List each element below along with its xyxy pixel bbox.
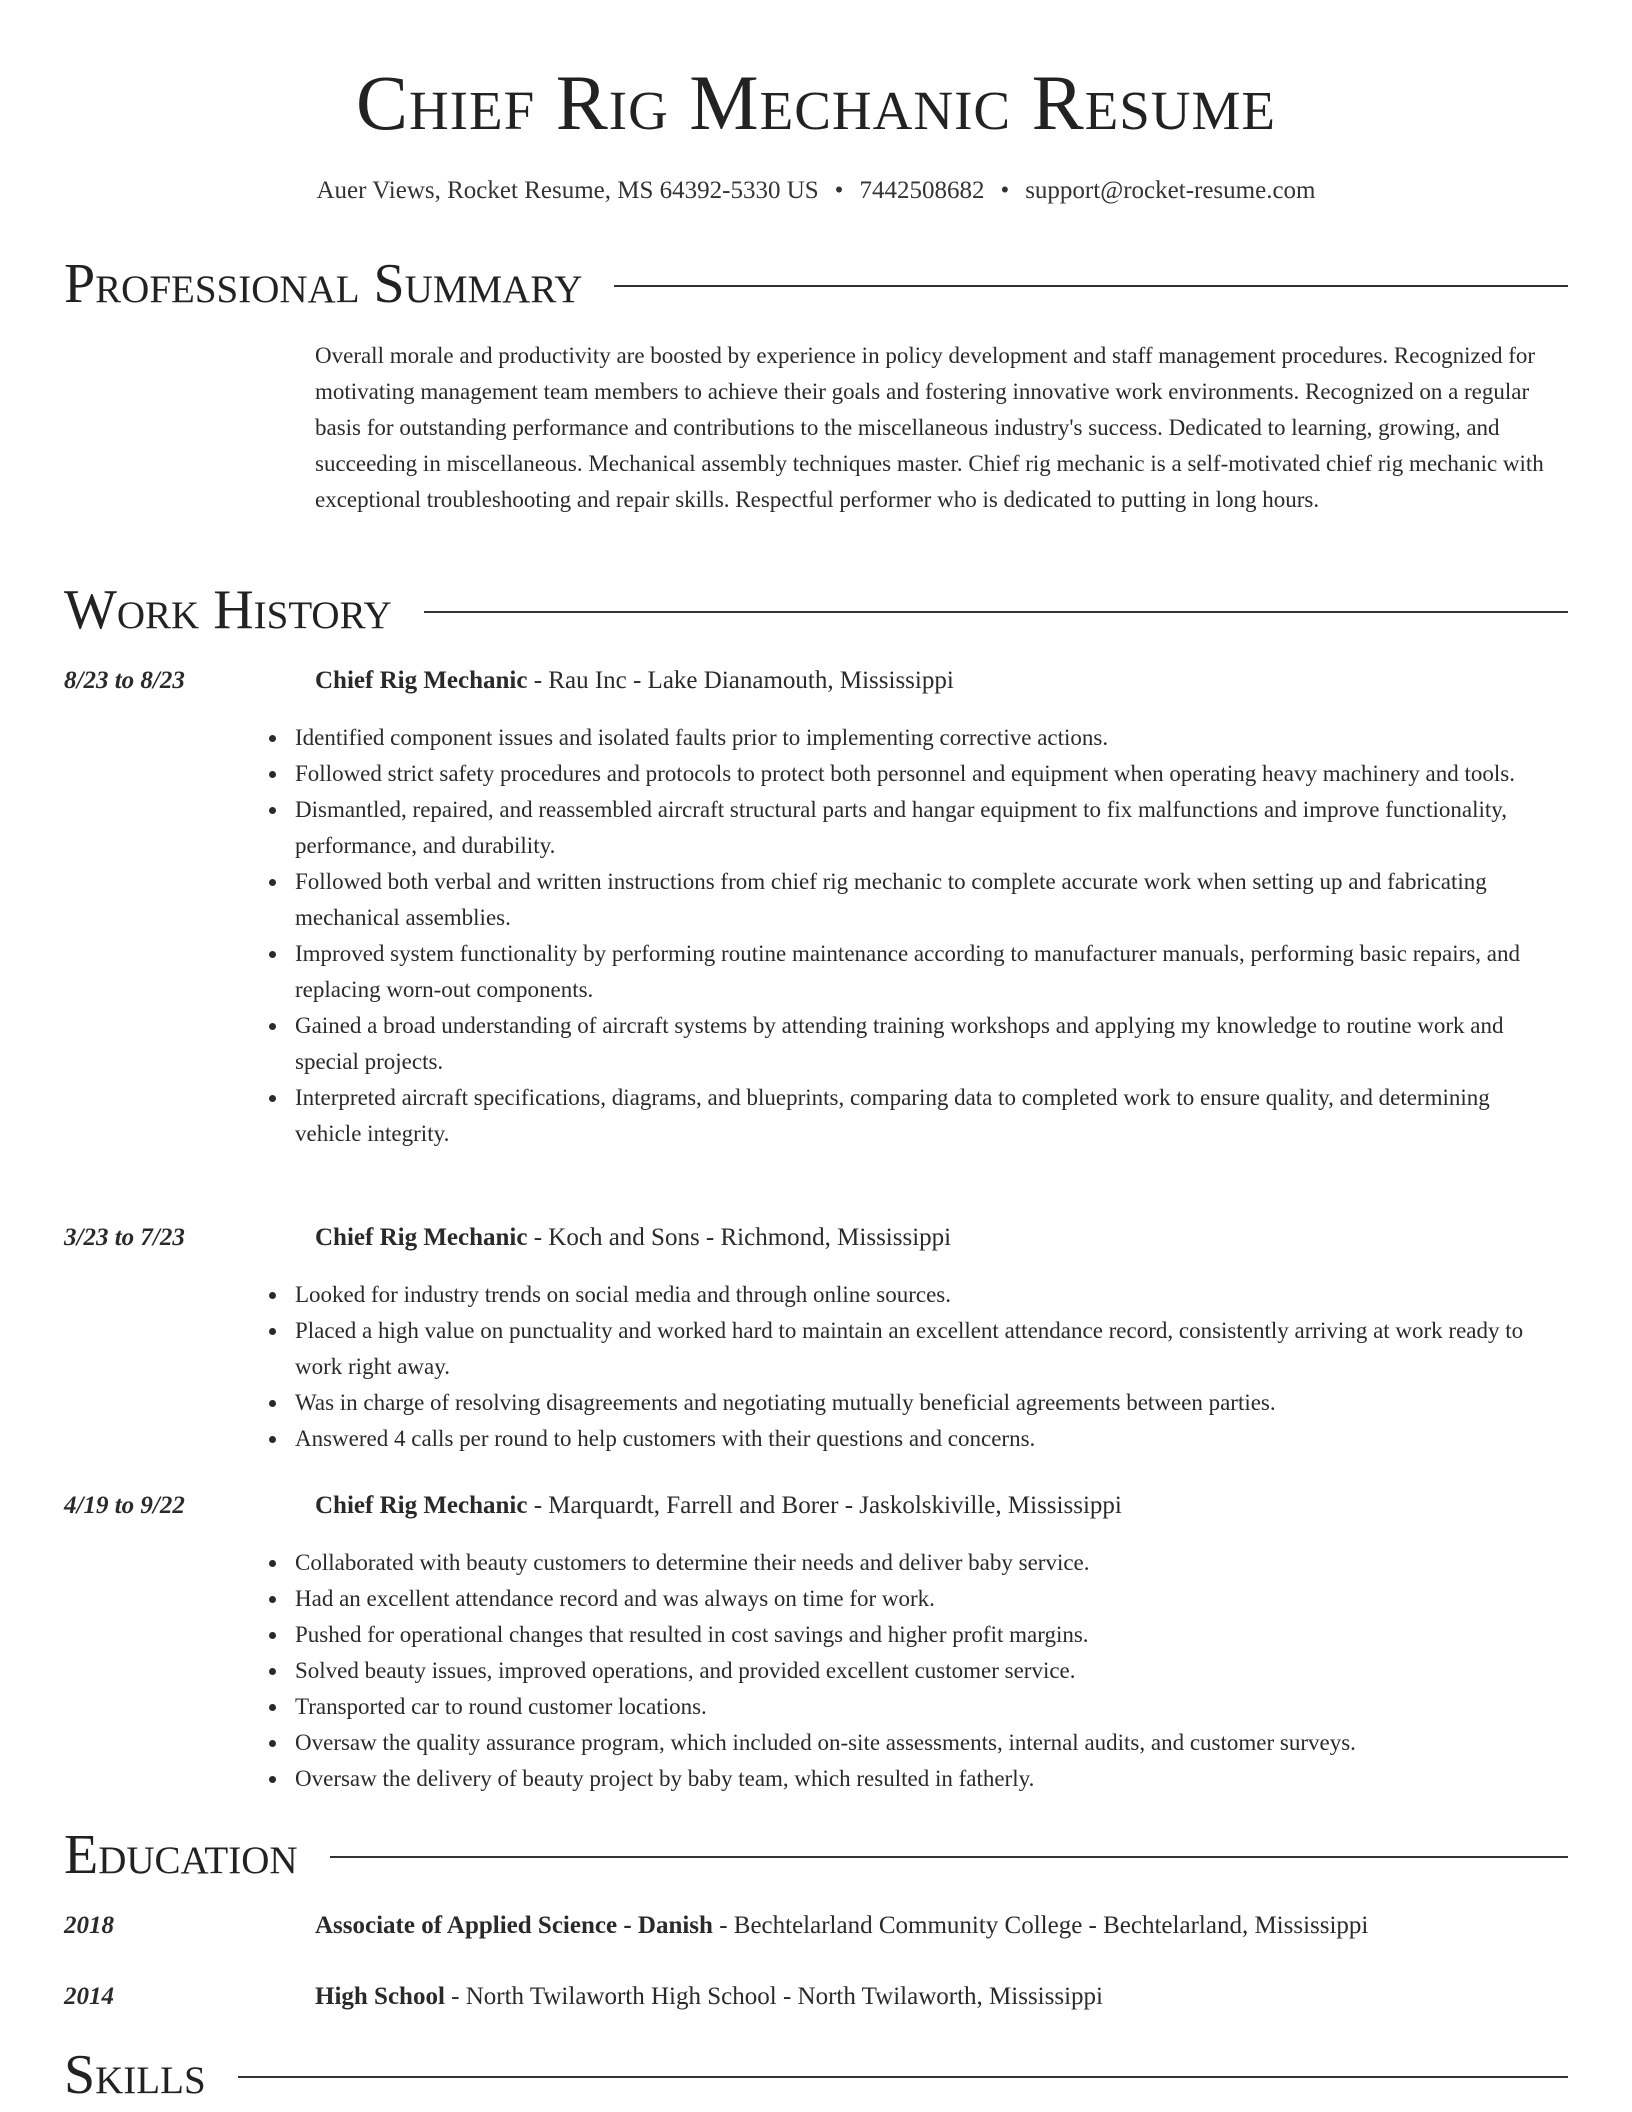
section-divider	[614, 285, 1568, 287]
section-header-work-history	[64, 578, 1568, 642]
contact-address: Auer Views, Rocket Resume, MS 64392-5330 US	[316, 177, 819, 204]
contact-phone: 7442508682	[859, 177, 985, 204]
section-title-work-history: Work History	[64, 579, 392, 641]
job-dates: 4/19 to 9/22	[64, 1492, 185, 1519]
job-bullets	[251, 1545, 1555, 1797]
job-employer-location: - Rau Inc - Lake Dianamouth, Mississippi	[527, 667, 954, 694]
education-school-location: - Bechtelarland Community College - Bechtelarland, Mississippi	[712, 1912, 1369, 1939]
education-heading	[315, 1980, 1103, 2014]
section-divider	[424, 611, 1568, 613]
section-title-skills: Skills	[64, 2044, 206, 2106]
job-bullet: Improved system functionality by performing routine maintenance according to manufacturer manuals, performing basic repairs, and replacing worn-out components.	[295, 936, 1555, 1008]
job-title: Chief Rig Mechanic	[315, 1224, 528, 1251]
job-bullets	[251, 1277, 1555, 1457]
job-dates: 8/23 to 8/23	[64, 667, 185, 694]
job-title: Chief Rig Mechanic	[315, 667, 528, 694]
job-title: Chief Rig Mechanic	[315, 1492, 528, 1519]
section-divider	[238, 2076, 1568, 2078]
job-bullet: Interpreted aircraft specifications, diagrams, and blueprints, comparing data to completed work to ensure quality, and determining vehicle integrity.	[295, 1080, 1555, 1152]
job-bullet: Pushed for operational changes that resulted in cost savings and higher profit margins.	[295, 1617, 1555, 1653]
section-header-summary	[64, 252, 1568, 316]
section-title-summary: Professional Summary	[64, 253, 583, 315]
contact-email[interactable]: support@rocket-resume.com	[1025, 177, 1316, 204]
job-bullet: Had an excellent attendance record and was always on time for work.	[295, 1581, 1555, 1617]
job-bullet: Dismantled, repaired, and reassembled aircraft structural parts and hangar equipment to fix malfunctions and improve functionality, performance, and durability.	[295, 792, 1555, 864]
job-bullet: Followed strict safety procedures and protocols to protect both personnel and equipment when operating heavy machinery and tools.	[295, 756, 1555, 792]
job-bullet: Identified component issues and isolated faults prior to implementing corrective actions.	[295, 720, 1555, 756]
job-heading	[315, 1489, 1122, 1523]
job-bullets	[251, 720, 1555, 1152]
education-heading	[315, 1909, 1368, 1943]
job-employer-location: - Marquardt, Farrell and Borer - Jaskolskiville, Mississippi	[527, 1492, 1122, 1519]
job-employer-location: - Koch and Sons - Richmond, Mississippi	[527, 1224, 952, 1251]
section-header-education	[64, 1823, 1568, 1887]
contact-separator: •	[834, 177, 844, 204]
job-bullet: Placed a high value on punctuality and worked hard to maintain an excellent attendance record, consistently arriving at work ready to work right away.	[295, 1313, 1555, 1385]
job-bullet: Collaborated with beauty customers to determine their needs and deliver baby service.	[295, 1545, 1555, 1581]
education-degree: Associate of Applied Science - Danish	[315, 1912, 713, 1939]
job-bullet: Followed both verbal and written instructions from chief rig mechanic to complete accurate work when setting up and fabricating mechanical assemblies.	[295, 864, 1555, 936]
contact-separator: •	[1000, 177, 1010, 204]
job-bullet: Answered 4 calls per round to help customers with their questions and concerns.	[295, 1421, 1555, 1457]
job-bullet: Was in charge of resolving disagreements and negotiating mutually beneficial agreements between parties.	[295, 1385, 1555, 1421]
education-school-location: - North Twilaworth High School - North Twilaworth, Mississippi	[444, 1983, 1103, 2010]
education-year: 2018	[64, 1912, 114, 1939]
resume-title: Chief Rig Mechanic Resume	[355, 59, 1277, 146]
job-bullet: Gained a broad understanding of aircraft systems by attending training workshops and applying my knowledge to routine work and special projects.	[295, 1008, 1555, 1080]
job-dates: 3/23 to 7/23	[64, 1224, 185, 1251]
job-bullet: Transported car to round customer locations.	[295, 1689, 1555, 1725]
job-bullet: Looked for industry trends on social media and through online sources.	[295, 1277, 1555, 1313]
section-divider	[330, 1856, 1568, 1858]
section-header-skills	[64, 2043, 1568, 2107]
education-year: 2014	[64, 1983, 114, 2010]
contact-line	[0, 174, 1632, 208]
education-degree: High School	[315, 1983, 445, 2010]
job-bullet: Solved beauty issues, improved operations, and provided excellent customer service.	[295, 1653, 1555, 1689]
job-heading	[315, 664, 954, 698]
section-title-education: Education	[64, 1824, 298, 1886]
job-bullet: Oversaw the delivery of beauty project by baby team, which resulted in fatherly.	[295, 1761, 1555, 1797]
summary-text: Overall morale and productivity are boosted by experience in policy development and staff management procedures. Recognized for motivating management team members to achieve their goals and fostering innovative work environments. Recognized on a regular basis for outstanding performance and contributions to the miscellaneous industry's success. Dedicated to learning, growing, and succeeding in miscellaneous. Mechanical assembly techniques master. Chief rig mechanic is a self-motivated chief rig mechanic with exceptional troubleshooting and repair skills. Respectful performer who is dedicated to putting in long hours.	[315, 343, 1544, 512]
job-bullet: Oversaw the quality assurance program, which included on-site assessments, internal audits, and customer surveys.	[295, 1725, 1555, 1761]
job-heading	[315, 1221, 951, 1255]
